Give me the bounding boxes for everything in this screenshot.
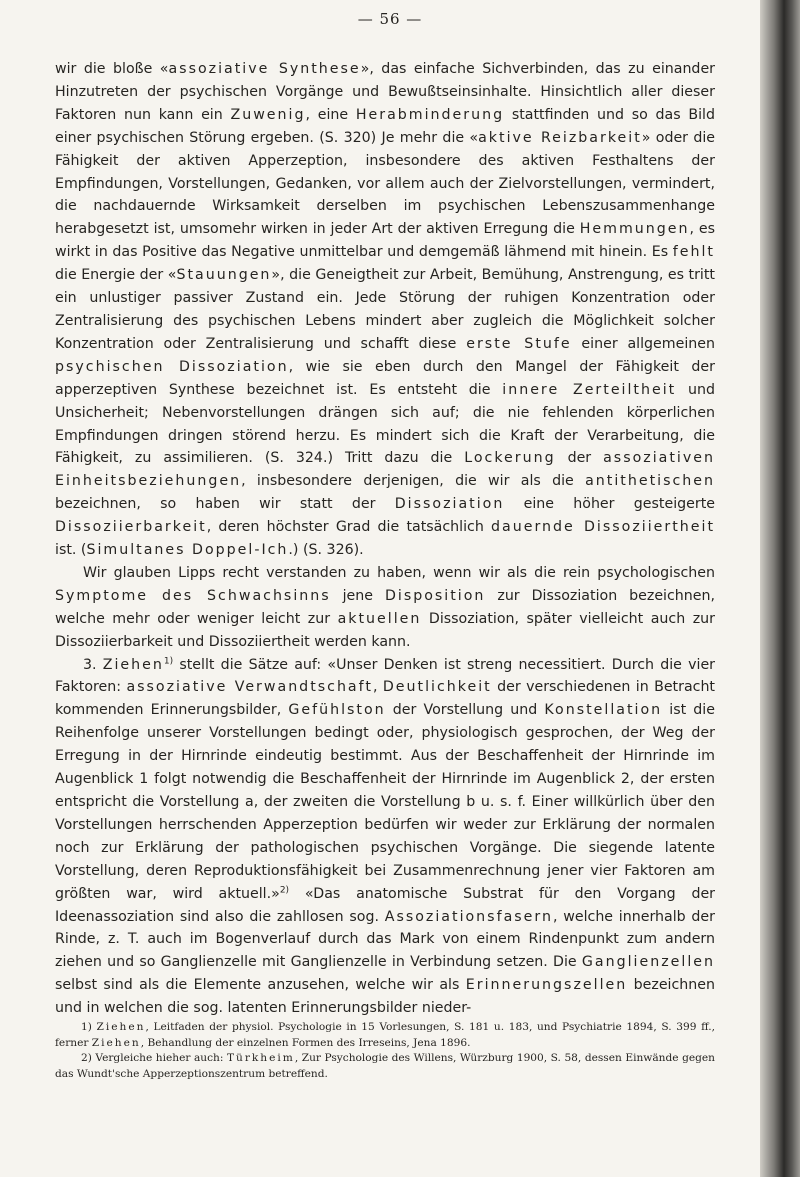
spaced-emphasis: Hemmungen [579, 221, 690, 238]
spaced-emphasis: Ziehen [91, 1036, 141, 1049]
spaced-emphasis: Dissoziation [394, 496, 505, 513]
spaced-emphasis: Herabminderung [355, 106, 505, 123]
footnote [55, 1020, 715, 1051]
spaced-emphasis: aktive Reizbarkeit [478, 129, 642, 146]
paragraph [55, 562, 715, 654]
spaced-emphasis: Zuwenig [230, 106, 306, 123]
text-run: wir die bloße « [55, 61, 169, 77]
spaced-emphasis: Stauungen [176, 267, 272, 284]
text-run: ist die Reihenfolge unserer Vorstellungen bedingt oder, physiologisch gesprochen, der Weg der Erregung in der Hirnrinde eindeutig bestimmt. Aus der Beschaffenheit der Hirnrinde im Augenblick 1 folgt notwendig die Beschaffenheit der Hirnrinde im Augenblick 2, der ersten entspricht die Vorstellung a, der zweiten die Vorstellung b u. s. f. Einer willkürlich über den Vorstellungen herrschenden Apperzeption bedürfen wir weder zur Erklärung der normalen noch zur Erklärung der pathologischen psychischen Vorgänge. Die siegende latente Vorstellung, deren Reproduktionsfähigkeit bei Zusammenrechnung jener vier Faktoren am größten war, wird aktuell.» [55, 702, 715, 902]
text-run: , eine [305, 106, 356, 123]
spaced-emphasis: Ganglienzellen [581, 954, 715, 971]
spaced-emphasis: assoziativen Einheitsbeziehungen [55, 450, 715, 490]
spaced-emphasis: aktuellen [337, 610, 422, 627]
main-text [55, 58, 715, 1020]
text-run: selbst sind als die Elemente anzusehen, welche wir als [55, 977, 466, 994]
spaced-emphasis: dauernde Dissoziiertheit [491, 519, 716, 536]
footnotes [55, 1020, 715, 1082]
text-run: , welche innerhalb der Rinde, z. T. auch im Bogenverlauf durch das Mark von einem Rindenpunkt zum andern ziehen und so Ganglienzelle mit Ganglienzelle in Verbindung setzen. Die [55, 908, 715, 971]
spaced-emphasis: erste Stufe [466, 335, 572, 352]
text-run: Dissoziation, später vielleicht auch zur Dissoziierbarkeit und Dissoziiertheit werden kann. [55, 610, 715, 650]
page-number: — 56 — [357, 10, 423, 28]
text-run: der [555, 450, 604, 467]
spaced-emphasis: antithetischen [585, 473, 715, 490]
spaced-emphasis: Lockerung [464, 450, 556, 467]
text-run: Wir glauben Lipps recht verstanden zu haben, wenn wir als die rein psychologischen [83, 564, 715, 581]
text-run: jene [330, 587, 385, 604]
spaced-emphasis: Dissoziierbarkeit [55, 519, 207, 536]
text-run: ist. ( [55, 542, 87, 559]
text-run: stattfinden und so das Bild einer psychischen Störung ergeben. (S. 320) Je mehr die « [55, 106, 715, 146]
text-run: eine höher gesteigerte [504, 496, 715, 513]
text-run: stellt die Sätze auf: «Unser Denken ist streng necessitiert. Durch die vier Faktoren: [55, 656, 716, 696]
spaced-emphasis: Simultanes Doppel-Ich [86, 542, 289, 559]
spaced-emphasis: psychischen Dissoziation [55, 358, 289, 375]
text-run: «Das anatomische Substrat für den Vorgang der Ideenassoziation sind also die zahllosen sog. [55, 885, 716, 925]
text-run: bezeichnen, so haben wir statt der [55, 496, 395, 513]
text-run: zur Dissoziation bezeichnen, welche mehr oder weniger leicht zur [55, 587, 715, 627]
book-spine-edge [760, 0, 800, 1177]
spaced-emphasis: Disposition [384, 587, 486, 604]
paragraph [55, 58, 715, 562]
text-run: , es wirkt in das Positive das Negative unmittelbar und demgemäß lähmend mit hinein. Es [55, 221, 715, 261]
text-run: 3. [83, 656, 103, 673]
spaced-emphasis: Ziehen [102, 656, 164, 673]
text-run: , Leitfaden der physiol. Psychologie in 15 Vorlesungen, S. 181 u. 183, und Psychiatrie 1894, S. 399 ff., ferner [55, 1021, 715, 1049]
spaced-emphasis: Deutlichkeit [382, 679, 492, 696]
text-run: der Vorstellung und [385, 702, 545, 719]
footnote-ref: 1) [163, 655, 174, 666]
text-run: , deren höchster Grad die tatsächlich [206, 519, 492, 536]
spaced-emphasis: Assoziationsfasern [384, 908, 553, 925]
text-run: , [372, 679, 383, 696]
text-run: bezeichnen und in welchen die sog. latenten Erinnerungsbilder nieder- [55, 977, 715, 1017]
footnote-ref: 2) [279, 884, 290, 895]
spaced-emphasis: Symptome des Schwachsinns [55, 587, 331, 604]
spaced-emphasis: Erinnerungszellen [465, 977, 628, 994]
spaced-emphasis: Konstellation [544, 702, 663, 719]
text-run: , Behandlung der einzelnen Formen des Irreseins, Jena 1896. [140, 1036, 471, 1049]
text-run: », die Geneigtheit zur Arbeit, Bemühung, Anstrengung, es tritt ein unlustiger passiver Zustand ein. Jede Störung der ruhigen Konzentration oder Zentralisierung des psychischen Lebens mindert aber zugleich die Möglichkeit solcher Konzentration oder Zentralisierung und schafft diese [55, 267, 715, 352]
text-run: » oder die Fähigkeit der aktiven Apperzeption, insbesondere des aktiven Festhaltens der Empfindungen, Vorstellungen, Gedanken, vor allem auch der Zielvorstellungen, vermindert, die nachdauernde Wirksamkeit derselben im psychischen Lebenszusammenhange herabgesetzt ist, umsomehr wirken in jeder Art der aktiven Erregung die [55, 129, 716, 238]
text-run: und Unsicherheit; Nebenvorstellungen drängen sich auf; die nie fehlenden körperlichen Empfindungen dringen störend herzu. Es mindert sich die Kraft der Verarbeitung, die Fähigkeit, zu assimilieren. (S. 324.) Tritt dazu die [55, 381, 715, 467]
spaced-emphasis: assoziative Synthese [168, 61, 361, 77]
text-run: », das einfache Sichverbinden, das zu einander Hinzutreten der psychischen Vorgänge und Bewußtseinsinhalte. Hinsichtlich aller dieser Faktoren nun kann ein [55, 61, 716, 123]
text-run: 1) [81, 1021, 97, 1033]
spaced-emphasis: innere Zerteiltheit [502, 381, 677, 398]
text-run: , Zur Psychologie des Willens, Würzburg 1900, S. 58, dessen Einwände gegen das Wundt'sche Apperzeptionszentrum betreffend. [55, 1052, 716, 1080]
text-run: der verschiedenen in Betracht kommenden Erinnerungsbilder, [55, 679, 715, 719]
spaced-emphasis: Ziehen [96, 1021, 146, 1033]
text-run: .) (S. 326). [288, 542, 364, 559]
spaced-emphasis: fehlt [672, 244, 715, 261]
spaced-emphasis: Gefühlston [288, 702, 386, 719]
paragraph [55, 654, 715, 1021]
text-run: 2) Vergleiche hieher auch: [81, 1052, 227, 1064]
text-run: die Energie der « [55, 267, 177, 284]
text-run: , insbesondere derjenigen, die wir als die [241, 473, 586, 490]
spaced-emphasis: Türkheim [226, 1052, 295, 1064]
footnote [55, 1051, 715, 1082]
text-run: einer allgemeinen [571, 335, 715, 352]
spaced-emphasis: assoziative Verwandtschaft [126, 679, 373, 696]
text-run: , wie sie eben durch den Mangel der Fähigkeit der apperzeptiven Synthese bezeichnet ist. Es entsteht die [55, 358, 715, 398]
